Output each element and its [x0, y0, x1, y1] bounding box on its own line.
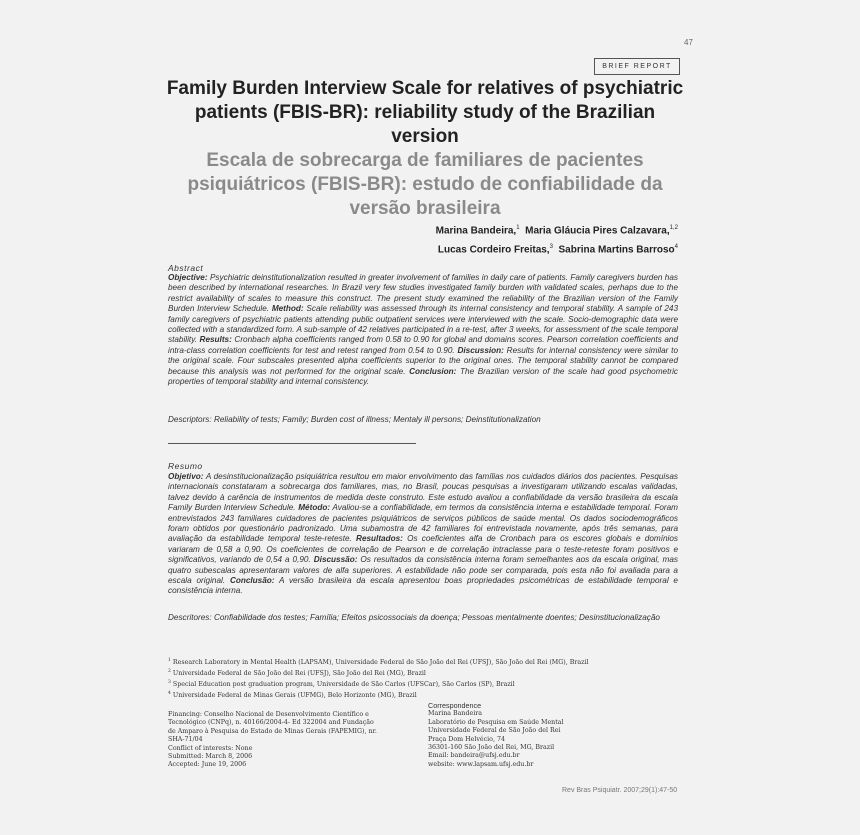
abstract-results-label: Results:	[199, 335, 232, 345]
abstract-conclusion-label: Conclusion:	[409, 366, 457, 376]
affiliation-mark: 1	[168, 658, 171, 663]
affiliation-text: Special Education post graduation program, Universidade de São Carlos (UFSCar), São Carlos (SP), Brazil	[172, 681, 515, 689]
affiliations	[168, 656, 678, 700]
journal-citation-footer: Rev Bras Psiquiatr. 2007;29(1):47-50	[562, 787, 678, 794]
funding-line: SHA-71/04	[168, 736, 203, 744]
correspondence-line: Laboratório de Pesquisa em Saúde Mental	[428, 718, 564, 726]
abstract-body	[168, 273, 678, 387]
author-affiliation-mark: 1,2	[669, 225, 678, 231]
affiliation-mark: 2	[168, 669, 171, 675]
funding-line: Tecnológico (CNPq), n. 40166/2004-4- Ed 322004 and Fundação	[168, 719, 374, 727]
resumo-body	[168, 472, 678, 597]
author-name: Sabrina Martins Barroso	[558, 244, 675, 256]
author-list	[436, 220, 678, 259]
resumo-discussion: Os resultados da consistência interna foram semelhantes aos da escala original, mas quatro subescalas apresentaram valores de alfa superiores. A estabilidade não pode ser comparada, pois esta não foi avaliada para a escala original.	[168, 555, 679, 586]
resumo-method: Avaliou-se a confiabilidade, em termos da consistência interna e estabilidade temporal. Foram entrevistados 243 familiares cuidadores de pacientes psiquiátricos de serviços públicos de saúde mental. Os dados sociodemográficos foram obtidos por questionário padronizado. Uma subamostra de 42 familiares foi entrevistada novamente, após três semanas, para avaliação da estabilidade temporal teste-reteste.	[168, 503, 678, 544]
descritores-text: Confiabilidade dos testes; Família; Efeitos psicossociais da doença; Pessoas mentalmente doentes; Desinstitucionalização	[213, 613, 660, 622]
affiliation-mark: 3	[168, 680, 171, 686]
correspondence-line: Marina Bandeira	[428, 710, 483, 718]
funding-line: Financing: Conselho Nacional de Desenvolvimento Científico e	[168, 711, 369, 718]
resumo-conclusion-label: Conclusão:	[229, 576, 275, 586]
affiliation-mark: 4	[168, 691, 171, 697]
correspondence-heading: Correspondence	[428, 701, 482, 710]
abstract-heading: Abstract	[168, 263, 204, 273]
author-line-2	[436, 239, 678, 258]
funding-info	[168, 711, 413, 770]
abstract-discussion: Results for internal consistency were similar to the original scale. Four subscales presented alpha coefficients superior to the original ones. The temporal stability cannot be compared because this analysis was not performed for the original scale.	[168, 345, 678, 376]
conflict-line: Conflict of interests: None	[168, 744, 253, 752]
correspondence-email[interactable]: Email: bandeira@ufsj.edu.br	[428, 752, 520, 760]
correspondence-line: 36301-160 São João del Rei, MG, Brazil	[428, 744, 555, 752]
section-divider	[168, 443, 416, 444]
page-number: 47	[684, 38, 693, 47]
abstract-results: Cronbach alpha coefficients ranged from 0.58 to 0.90 for global and domains scores. Pearson correlation coefficients and intra-class correlation coefficients for test and retest ranged from 0.54 to 0.90.	[168, 335, 679, 355]
abstract-method: Scale reliability was assessed through its internal consistency and temporal stability. A sample of 243 family caregivers of psychiatric patients attending public outpatient services were interviewed with the scale. Socio-demographic data were collected with a standardized form. A sub-sample of 42 relatives participated in a re-test, after 3 weeks, for assessment of the scale temporal stability.	[168, 304, 679, 345]
abstract-method-label: Method:	[271, 304, 304, 314]
section-badge: BRIEF REPORT	[594, 58, 680, 75]
affiliation-item	[168, 656, 678, 667]
accepted-line: Accepted: June 19, 2006	[168, 761, 247, 769]
author-affiliation-mark: 4	[674, 244, 678, 251]
correspondence-line: Universidade Federal de São João del Rei	[428, 727, 561, 735]
title-portuguese: Escala de sobrecarga de familiares de pacientes psiquiátricos (FBIS-BR): estudo de confiabilidade da versão brasileira	[187, 150, 663, 219]
affiliation-text: Research Laboratory in Mental Health (LAPSAM), Universidade Federal de São João del Rei (UFSJ), São João del Rei (MG), Brazil	[172, 659, 589, 667]
resumo-descriptors	[168, 613, 678, 623]
resumo-objective-label: Objetivo:	[168, 472, 204, 481]
author-line-1	[436, 220, 678, 239]
abstract-objective: Psychiatric deinstitutionalization resulted in greater involvement of families in daily care of patients. Family caregivers burden has been described by international researches. In Brazil very few studies investigated family burden with validated scales, perhaps due to the restrict availability of scales to measure this construct. The present study examined the reliability of the Brazilian version of the Family Burden Interview Schedule.	[168, 273, 678, 314]
affiliation-item	[168, 678, 678, 689]
affiliation-text: Universidade Federal de São João del Rei (UFSJ), São João del Rei (MG), Brazil	[172, 670, 426, 678]
descriptors-label: Descriptors:	[168, 415, 212, 424]
resumo-conclusion: A versão brasileira da escala apresentou boas propriedades psicométricas de estabilidade temporal e consistência interna.	[168, 576, 678, 596]
author-name: Marina Bandeira,	[435, 225, 517, 237]
author-affiliation-mark: 3	[549, 244, 553, 251]
resumo-heading: Resumo	[168, 461, 203, 471]
title-english: Family Burden Interview Scale for relatives of psychiatric patients (FBIS-BR): reliability study of the Brazilian version	[166, 78, 684, 147]
abstract-conclusion: The Brazilian version of the scale had good psychometric properties of temporal stability and internal consistency.	[168, 366, 679, 387]
resumo-results-label: Resultados:	[356, 534, 403, 544]
abstract-objective-label: Objective:	[168, 273, 208, 282]
descritores-label: Descritores:	[168, 613, 212, 622]
funding-line: de Amparo à Pesquisa do Estado de Minas Gerais (FAPEMIG), nr.	[168, 727, 377, 735]
descriptors-text: Reliability of tests; Family; Burden cost of illness; Mentaly ill persons; Deinstitutionalization	[213, 415, 541, 424]
author-affiliation-mark: 1	[516, 225, 520, 231]
author-name: Maria Gláucia Pires Calzavara,	[525, 225, 670, 237]
affiliation-item	[168, 667, 678, 678]
affiliation-item	[168, 689, 678, 700]
correspondence-website[interactable]: website: www.lapsam.ufsj.edu.br	[428, 760, 534, 768]
correspondence-block	[428, 702, 678, 769]
correspondence-line: Praça Dom Helvécio, 74	[428, 735, 505, 743]
affiliation-text: Universidade Federal de Minas Gerais (UFMG), Belo Horizonte (MG), Brazil	[172, 692, 417, 700]
submitted-line: Submitted: March 8, 2006	[168, 753, 253, 761]
resumo-results: Os coeficientes alfa de Cronbach para os escores globais e domínios variaram de 0,58 a 0,90. Os coeficientes de correlação de Pearson e de correlação intraclasse para o teste-reteste foram positivos e significativos, variando de 0,54 a 0,90.	[168, 534, 678, 565]
resumo-method-label: Método:	[298, 503, 331, 513]
resumo-discussion-label: Discussão:	[313, 555, 358, 565]
author-name: Lucas Cordeiro Freitas,	[437, 244, 550, 256]
abstract-discussion-label: Discussion:	[457, 345, 504, 355]
resumo-objective: A desinstitucionalização psiquiátrica resultou em maior envolvimento das famílias nos cuidados diários dos pacientes. Pesquisas internacionais constataram a sobrecarga dos familiares, mas, no Brasil, poucas pesquisas a investigaram utilizando escalas validadas, talvez devido à carência de instrumentos de medida deste construto. Este estudo avaliou a confiabilidade da versão brasileira da escala Family Burden Interview Schedule.	[168, 472, 678, 513]
abstract-descriptors	[168, 415, 678, 425]
